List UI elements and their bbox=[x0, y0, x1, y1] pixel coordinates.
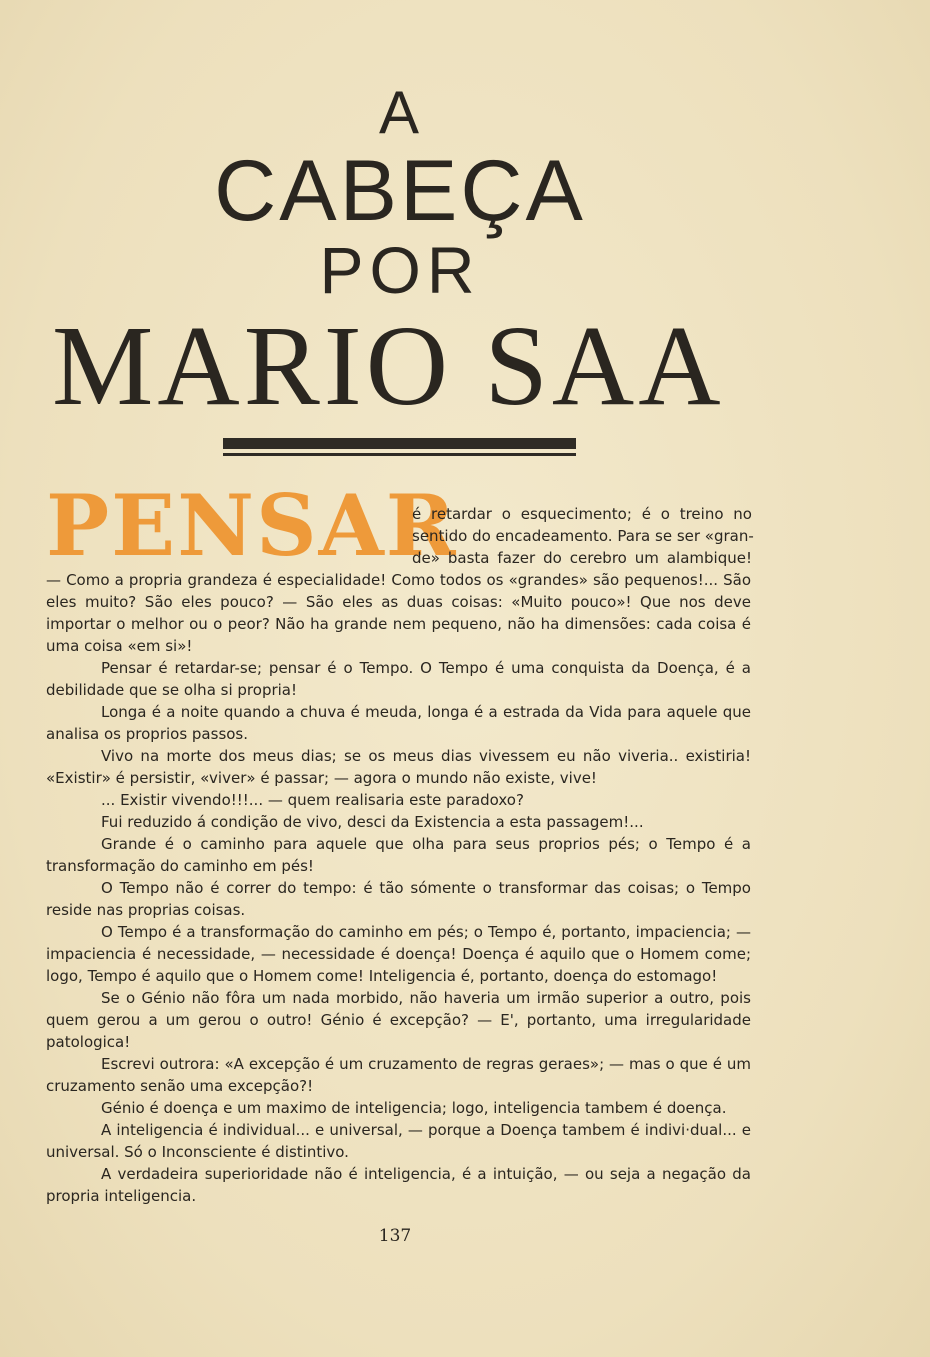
title-line-a: A bbox=[378, 79, 422, 146]
paragraph: A verdadeira superioridade não é inteligencia, é a intuição, — ou seja a negação da propria inteligencia. bbox=[46, 1165, 751, 1205]
paragraph: Fui reduzido á condição de vivo, desci da Existencia a esta passagem!... bbox=[101, 813, 644, 831]
title-rule-thick bbox=[223, 438, 576, 449]
title-line-por: POR bbox=[319, 233, 481, 307]
intro-text bbox=[412, 503, 752, 569]
paragraph: Grande é o caminho para aquele que olha para seus proprios pés; o Tempo é a transformação do caminho em pés! bbox=[46, 835, 751, 875]
paragraph: Génio é doença e um maximo de inteligencia; logo, inteligencia tambem é doença. bbox=[101, 1099, 727, 1117]
paragraph: Vivo na morte dos meus dias; se os meus dias vivessem eu não viveria.. existiria! «Existir» é persistir, «viver» é passar; — agora o mundo não existe, vive! bbox=[46, 747, 751, 787]
intro-line: de» basta fazer do cerebro um alambique! bbox=[412, 549, 752, 567]
paragraph: — Como a propria grandeza é especialidade! Como todos os «grandes» são pequenos!... São eles muito? São eles pouco? — São eles as duas coisas: «Muito pouco»! Que nos deve importar o melhor ou o peor? Não ha grande nem pequeno, não ha dimensões: cada coisa é uma coisa «em si»! bbox=[46, 571, 751, 655]
author-name: MARIO SAA bbox=[52, 302, 725, 429]
intro-line: sentido do encadeamento. Para se ser «gran- bbox=[412, 527, 754, 545]
paragraph: O Tempo é a transformação do caminho em pés; o Tempo é, portanto, impaciencia; — impaciencia é necessidade, — necessidade é doença! Doença é aquilo que o Homem come; logo, Tempo é aquilo que o Homem come! Inteligencia é, portanto, doença do estomago! bbox=[46, 923, 751, 985]
title-line-cabeca: CABEÇA bbox=[214, 143, 586, 239]
page-number: 137 bbox=[378, 1226, 412, 1246]
paragraph: Escrevi outrora: «A excepção é um cruzamento de regras geraes»; — mas o que é um cruzamento senão uma excepção?! bbox=[46, 1055, 751, 1095]
title-rule-thin bbox=[223, 453, 576, 456]
paragraph: Pensar é retardar-se; pensar é o Tempo. O Tempo é uma conquista da Doença, é a debilidade que se olha si propria! bbox=[46, 659, 751, 699]
paragraph: Se o Génio não fôra um nada morbido, não haveria um irmão superior a outro, pois quem gerou a um gerou o outro! Génio é excepção? — E', portanto, uma irregularidade patologica! bbox=[46, 989, 751, 1051]
paragraph: ... Existir vivendo!!!... — quem realisaria este paradoxo? bbox=[101, 791, 524, 809]
paragraph: Longa é a noite quando a chuva é meuda, longa é a estrada da Vida para aquele que analisa os proprios passos. bbox=[46, 703, 751, 743]
drop-word: PENSAR bbox=[46, 476, 458, 575]
intro-line: é retardar o esquecimento; é o treino no bbox=[412, 505, 752, 523]
paragraph: A inteligencia é individual... e universal, — porque a Doença tambem é indivi·dual... e universal. Só o Inconsciente é distintivo. bbox=[46, 1121, 751, 1161]
body-text bbox=[46, 569, 751, 1207]
paragraph: O Tempo não é correr do tempo: é tão sómente o transformar das coisas; o Tempo reside nas proprias coisas. bbox=[46, 879, 751, 919]
